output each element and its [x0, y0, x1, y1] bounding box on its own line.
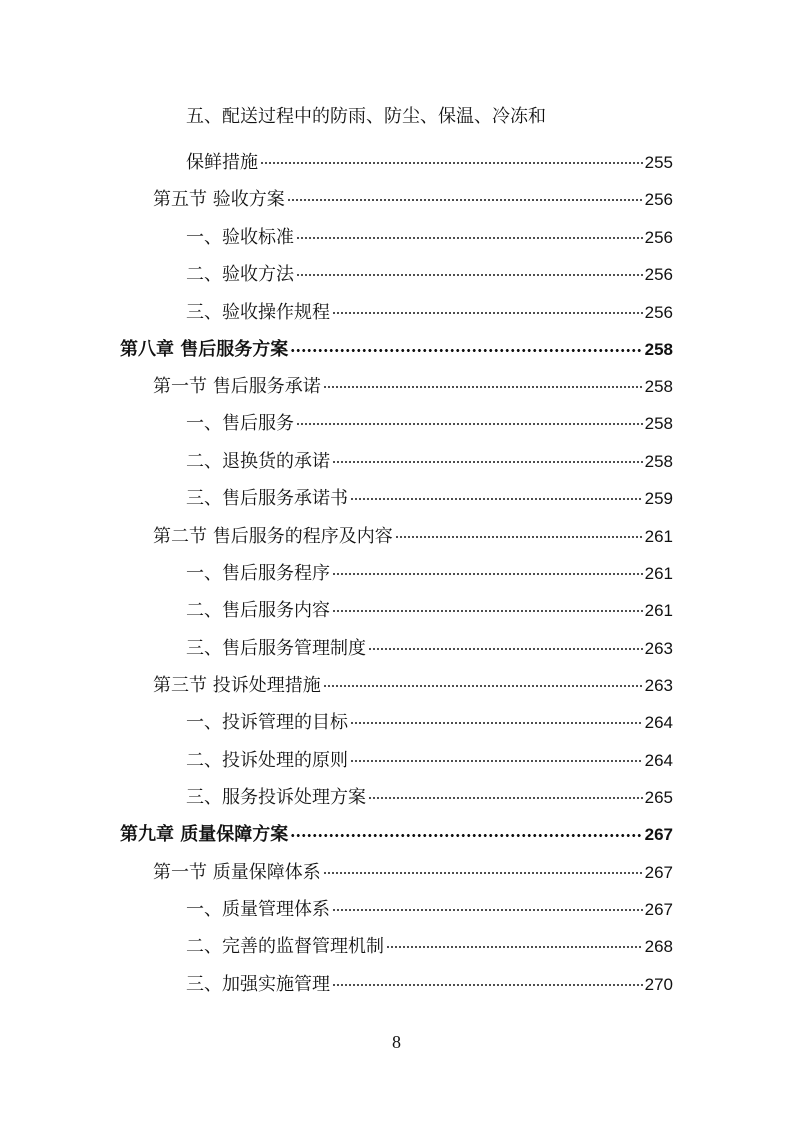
- toc-entry-title: 二、退换货的承诺: [186, 451, 330, 472]
- dot-leader: [260, 144, 643, 168]
- toc-entry-page: 263: [644, 639, 673, 658]
- toc-entry-page: 267: [644, 863, 673, 882]
- dot-leader: [332, 966, 643, 990]
- toc-entry[interactable]: [186, 256, 673, 287]
- toc-entry-title: 一、质量管理体系: [186, 899, 330, 920]
- toc-entry-page: 256: [644, 303, 673, 322]
- dot-leader: [368, 630, 643, 654]
- toc-entry-page: 268: [644, 937, 673, 956]
- dot-leader: [296, 405, 643, 429]
- toc-entry[interactable]: [153, 854, 673, 885]
- toc-entry-page: 264: [644, 751, 673, 770]
- toc-entry[interactable]: [186, 294, 673, 325]
- toc-entry[interactable]: [186, 630, 673, 661]
- toc-entry-title: 二、验收方法: [186, 264, 294, 285]
- dot-leader: [332, 592, 643, 616]
- toc-entry-title: 第八章 售后服务方案: [120, 339, 289, 360]
- toc-entry[interactable]: [153, 368, 673, 399]
- toc-entry-page: 255: [644, 153, 673, 172]
- toc-entry[interactable]: [186, 144, 673, 175]
- toc-entry[interactable]: [186, 443, 673, 474]
- dot-leader: [350, 480, 643, 504]
- toc-entry-page: 265: [644, 788, 673, 807]
- toc-entry-page: 264: [644, 713, 673, 732]
- toc-entry-title: 二、投诉处理的原则: [186, 750, 348, 771]
- toc-entry-title: 第九章 质量保障方案: [120, 824, 289, 845]
- toc-entry[interactable]: [186, 928, 673, 959]
- toc-entry[interactable]: [186, 219, 673, 250]
- toc-entry-title: 一、售后服务程序: [186, 563, 330, 584]
- toc-entry-title: 三、售后服务管理制度: [186, 638, 366, 659]
- toc-entry-title: 一、验收标准: [186, 227, 294, 248]
- toc-entry[interactable]: [186, 405, 673, 436]
- dot-leader: [290, 816, 642, 840]
- toc-entry-title: 二、完善的监督管理机制: [186, 936, 384, 957]
- dot-leader: [332, 555, 643, 579]
- toc-entry-title: 三、服务投诉处理方案: [186, 787, 366, 808]
- dot-leader: [395, 518, 643, 542]
- toc-entry[interactable]: [186, 891, 673, 922]
- toc-entry-title: 三、加强实施管理: [186, 974, 330, 995]
- dot-leader: [332, 294, 643, 318]
- toc-entry-title: 二、售后服务内容: [186, 600, 330, 621]
- toc-entry[interactable]: [186, 704, 673, 735]
- dot-leader: [290, 331, 642, 355]
- dot-leader: [287, 181, 643, 205]
- toc-entry-page: 258: [644, 377, 673, 396]
- dot-leader: [296, 219, 643, 243]
- toc-entry-page: 261: [644, 564, 673, 583]
- toc-entry-page: 256: [644, 265, 673, 284]
- toc-entry-title: 第三节 投诉处理措施: [153, 675, 321, 696]
- toc-entry-title: 一、投诉管理的目标: [186, 712, 348, 733]
- toc-entry[interactable]: [153, 518, 673, 549]
- toc-chapter-entry[interactable]: [120, 331, 673, 362]
- toc-entry[interactable]: [186, 742, 673, 773]
- toc-entry[interactable]: [186, 779, 673, 810]
- toc-entry[interactable]: [153, 667, 673, 698]
- toc-entry[interactable]: [186, 480, 673, 511]
- toc-entry-line1: 五、配送过程中的防雨、防尘、保温、冷冻和: [186, 106, 546, 127]
- toc-entry-title: 第五节 验收方案: [153, 189, 285, 210]
- toc-entry-page: 256: [644, 190, 673, 209]
- toc-entry-page: 261: [644, 527, 673, 546]
- toc-entry-page: 267: [644, 825, 673, 844]
- toc-entry-title: 第二节 售后服务的程序及内容: [153, 526, 393, 547]
- toc-entry-title: 一、售后服务: [186, 413, 294, 434]
- dot-leader: [323, 368, 643, 392]
- toc-entry[interactable]: [153, 181, 673, 212]
- toc-entry[interactable]: [186, 966, 673, 997]
- toc-entry-title: 保鲜措施: [186, 152, 258, 173]
- toc-entry[interactable]: [186, 592, 673, 623]
- toc-entry-title: 三、验收操作规程: [186, 302, 330, 323]
- toc-entry-page: 258: [644, 452, 673, 471]
- toc-entry-page: 256: [644, 228, 673, 247]
- dot-leader: [350, 742, 643, 766]
- dot-leader: [332, 443, 643, 467]
- toc-entry-page: 270: [644, 975, 673, 994]
- toc-entry-title: 三、售后服务承诺书: [186, 488, 348, 509]
- toc-entry[interactable]: [186, 555, 673, 586]
- toc-entry-title: 第一节 售后服务承诺: [153, 376, 321, 397]
- toc-entry-page: 258: [644, 340, 673, 359]
- toc-entry-page: 263: [644, 676, 673, 695]
- toc-chapter-entry[interactable]: [120, 816, 673, 847]
- toc-entry-page: 261: [644, 601, 673, 620]
- dot-leader: [323, 854, 643, 878]
- dot-leader: [323, 667, 643, 691]
- dot-leader: [350, 704, 643, 728]
- toc-entry-page: 258: [644, 414, 673, 433]
- dot-leader: [296, 256, 643, 280]
- page-number: 8: [392, 1032, 401, 1052]
- toc-entry-page: 259: [644, 489, 673, 508]
- dot-leader: [386, 928, 643, 952]
- toc-entry-page: 267: [644, 900, 673, 919]
- dot-leader: [332, 891, 643, 915]
- dot-leader: [368, 779, 643, 803]
- toc-entry-title: 第一节 质量保障体系: [153, 862, 321, 883]
